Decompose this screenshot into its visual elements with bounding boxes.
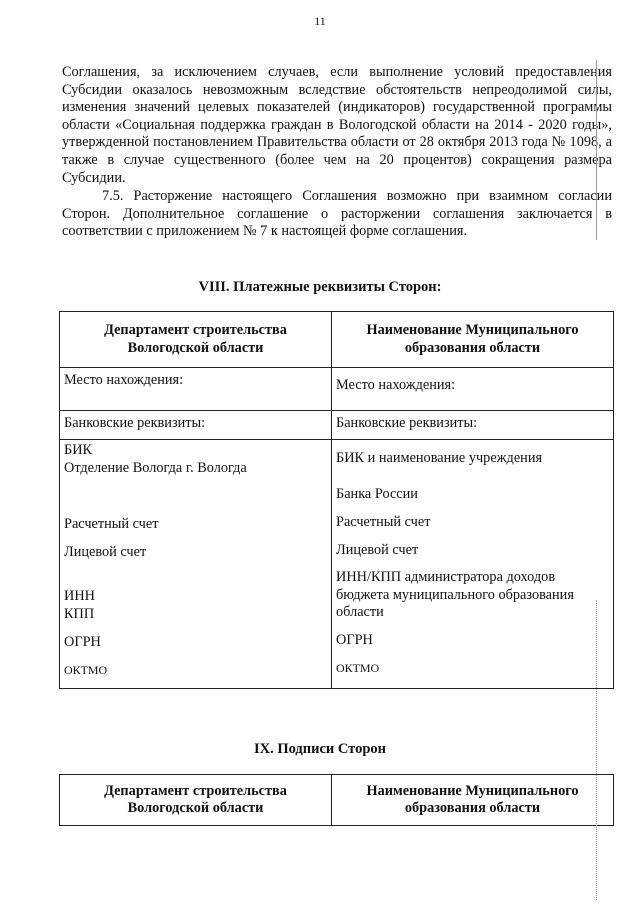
- scan-margin-line-lower: [596, 600, 597, 900]
- left-ogrn: ОГРН: [64, 634, 101, 650]
- right-bank: Банка России: [336, 486, 418, 502]
- signature-right-header: Наименование Муниципального образования области: [332, 775, 614, 826]
- bank-details-right: Банковские реквизиты:: [332, 411, 614, 440]
- left-personal-account: Лицевой счет: [64, 544, 147, 560]
- location-right: Место нахождения:: [332, 368, 614, 411]
- right-ogrn: ОГРН: [336, 632, 373, 648]
- right-party-header: Наименование Муниципального образования области: [332, 312, 614, 368]
- left-inn: ИНН: [64, 588, 95, 604]
- location-left: Место нахождения:: [60, 368, 332, 411]
- section-9-title: IX. Подписи Сторон: [253, 741, 387, 757]
- section-8-title: VIII. Платежные реквизиты Сторон:: [198, 279, 442, 295]
- left-oktmo: ОКТМО: [64, 663, 108, 677]
- paragraph-conditions: Соглашения, за исключением случаев, если выполнение условий предоставления Субсидии оказалось невозможным вследствие обстоятельств непреодолимой силы, изменения значений целевых показателей (индикаторов) государственной программы области «Социальная поддержка граждан в Вологодской области на 2014 - 2020 годы», утвержденной постановлением Правительства области от 28 октября 2013 года № 1098, а также в случае существенного (более чем на 20 процентов) сокращения размера Субсидии.: [62, 64, 612, 186]
- left-requisites: [60, 440, 332, 689]
- paragraph-7-5: 7.5. Расторжение настоящего Соглашения возможно при взаимном согласии Сторон. Дополнительное соглашение о расторжении соглашения заключается в соответствии с приложением № 7 к настоящей форме соглашения.: [62, 188, 612, 240]
- left-kpp: КПП: [64, 606, 95, 622]
- left-party-header: Департамент строительства Вологодской области: [60, 312, 332, 368]
- bank-details-left: Банковские реквизиты:: [60, 411, 332, 440]
- page-number: 11: [314, 14, 326, 28]
- right-requisites: [332, 440, 614, 689]
- right-personal-account: Лицевой счет: [336, 542, 419, 558]
- left-bik: БИК: [64, 442, 93, 458]
- right-account: Расчетный счет: [336, 514, 431, 530]
- left-account: Расчетный счет: [64, 516, 159, 532]
- left-branch: Отделение Вологда г. Вологда: [64, 460, 247, 476]
- signature-left-header: Департамент строительства Вологодской области: [60, 775, 332, 826]
- right-oktmo: ОКТМО: [336, 661, 380, 675]
- scan-margin-line: [596, 60, 597, 240]
- right-bik: БИК и наименование учреждения: [336, 450, 543, 466]
- signatures-table: [59, 774, 614, 826]
- payment-details-table: [59, 311, 614, 689]
- right-inn-kpp: ИНН/КПП администратора доходов бюджета муниципального образования области: [336, 569, 574, 620]
